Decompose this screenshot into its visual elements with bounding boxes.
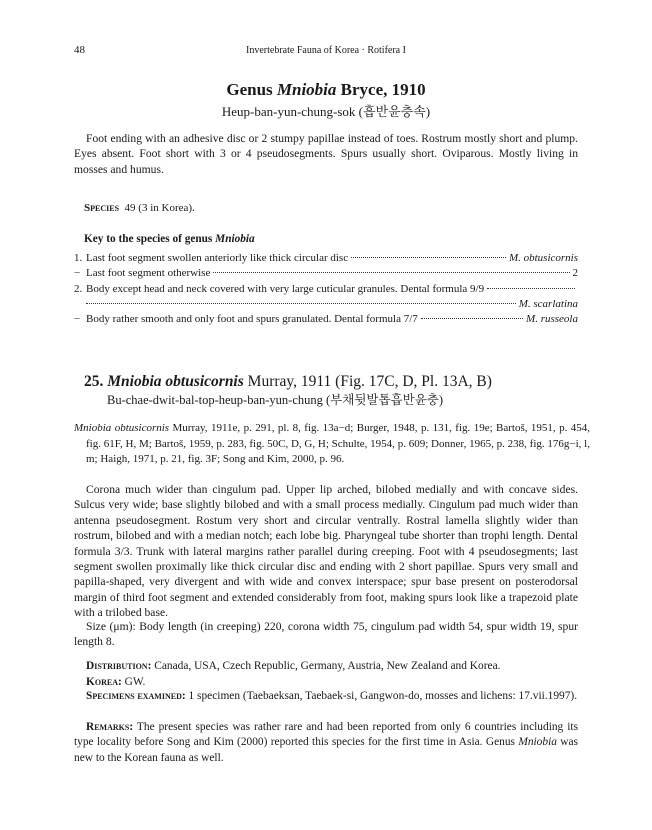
key-row-text: Last foot segment otherwise <box>86 267 211 280</box>
key-row <box>74 313 578 328</box>
genus-korean-name: Heup-ban-yun-chung-sok (흡반윤충속) <box>221 104 431 119</box>
remarks-label: Remarks: <box>86 721 134 733</box>
key-title <box>84 233 255 245</box>
species-heading <box>84 373 492 391</box>
leader-dots <box>487 287 575 289</box>
key-row-text: Last foot segment swollen anteriorly like thick circular disc <box>86 252 349 264</box>
genus-heading <box>0 80 652 100</box>
distribution-label: Distribution: <box>86 660 152 672</box>
genus-author: Bryce, 1910 <box>336 80 426 99</box>
key-row-number: − <box>74 313 81 326</box>
species-name: Mniobia obtusicornis <box>107 373 244 390</box>
key-row-result: 2 <box>572 267 578 280</box>
genus-prefix: Genus <box>226 80 277 99</box>
species-author: Murray, 1911 (Fig. 17C, D, Pl. 13A, B) <box>243 373 492 390</box>
species-count-value: 49 (3 in Korea). <box>124 202 195 214</box>
morphology-description: Corona much wider than cingulum pad. Upper lip arched, bilobed medially and with concave sides. Sulcus very wide; base slightly bilobed and with a small process medially. Cingulum pad much wider than antenna pseudosegment. Rostum very short and circular ventrally. Rostral lamella slightly wider than rostrum, bilobed and with a median notch; each lobe big. Pharyngeal tube shorter than trophi length. Dental formula 3/3. Trunk with lateral margins rather parallel during creeping. Foot with 4 pseudosegments; last segment swollen proximally like thick circular disc and ending with 2 short papillae. Spurs very small and papilla-shaped, very divergent and with wide and convex interspace; spur base present on posterodorsal margin of third foot segment and extended considerably from foot, making spurs look like a trapezoid plate with a trilobed base. <box>74 483 578 620</box>
key-row-result: M. obtusicornis <box>508 252 578 264</box>
remarks-text-a: The present species was rather rare and had been reported from only 6 countries including its type locality before Song and Kim (2000) reported this species for the first time in Asia. Genus <box>74 721 578 749</box>
remarks-text-b: was new to the Korean fauna as well. <box>74 736 578 764</box>
korea-label: Korea: <box>86 676 122 688</box>
specimens-text: 1 specimen (Taebaeksan, Taebaek-si, Gangwon-do, mosses and lichens: 17.vii.1997). <box>185 690 578 702</box>
key-title-prefix: Key to the species of genus <box>84 233 216 245</box>
distribution <box>74 659 578 674</box>
species-key <box>74 252 578 328</box>
key-row-text: Body except head and neck covered with very large cuticular granules. Dental formula 9/9 <box>86 282 485 295</box>
synonymy-rest: Murray, 1911e, p. 291, pl. 8, fig. 13a−d; Burger, 1948, p. 131, fig. 19e; Bartoš, 1951, p. 454, fig. 61F, H, M; Bartoš, 1959, p. 283, fig. 50C, D, G, H; Schulte, 1954, p. 609; Donner, 1965, p. 238, fig. 176g−i, l, m; Haigh, 1971, p. 21, fig. 3F; Song and Kim, 2000, p. 96. <box>86 422 591 465</box>
species-count <box>84 202 195 214</box>
genus-name: Mniobia <box>276 80 337 99</box>
leader-dots <box>421 317 523 319</box>
key-row-text: Body rather smooth and only foot and spurs granulated. Dental formula 7/7 <box>86 313 418 326</box>
leader-dots <box>351 256 506 258</box>
key-row <box>74 283 578 298</box>
leader-dots <box>86 302 516 304</box>
size-measurements: Size (μm): Body length (in creeping) 220, corona width 75, cingulum pad width 54, spur width 19, spur length 8. <box>74 620 578 649</box>
distribution-text: Canada, USA, Czech Republic, Germany, Austria, New Zealand and Korea. <box>151 660 501 672</box>
species-count-label: Species <box>84 202 120 214</box>
running-title: Invertebrate Fauna of Korea · Rotifera I <box>246 45 406 56</box>
page-number: 48 <box>74 44 85 56</box>
synonymy-head: Mniobia obtusicornis <box>74 422 170 434</box>
remarks <box>74 720 578 766</box>
key-row-result: M. scarlatina <box>518 297 578 310</box>
running-header <box>74 44 578 58</box>
specimens-examined <box>74 689 578 704</box>
genus-description: Foot ending with an adhesive disc or 2 stumpy papillae instead of toes. Rostrum mostly short and plump. Eyes absent. Foot short with 3 or 4 pseudosegments. Spurs usually short. Oviparous. Mostly living in mosses and humus. <box>74 132 578 176</box>
key-row <box>74 252 578 267</box>
key-row-number: − <box>74 267 81 280</box>
specimens-label: Specimens examined: <box>86 690 186 702</box>
key-row-number: 2. <box>74 282 83 295</box>
key-row-result: M. russeola <box>526 313 578 326</box>
species-korean-name: Bu-chae-dwit-bal-top-heup-ban-yun-chung (부채뒷발톱흡반윤충) <box>107 393 444 407</box>
remarks-genus: Mniobia <box>518 736 557 749</box>
synonymy <box>74 421 590 468</box>
korea-text: GW. <box>121 676 146 688</box>
species-number: 25. <box>84 373 104 390</box>
key-title-genus: Mniobia <box>215 233 255 245</box>
leader-dots <box>213 271 569 273</box>
key-row <box>74 267 578 282</box>
key-row-number: 1. <box>74 252 83 264</box>
key-row <box>74 298 578 313</box>
